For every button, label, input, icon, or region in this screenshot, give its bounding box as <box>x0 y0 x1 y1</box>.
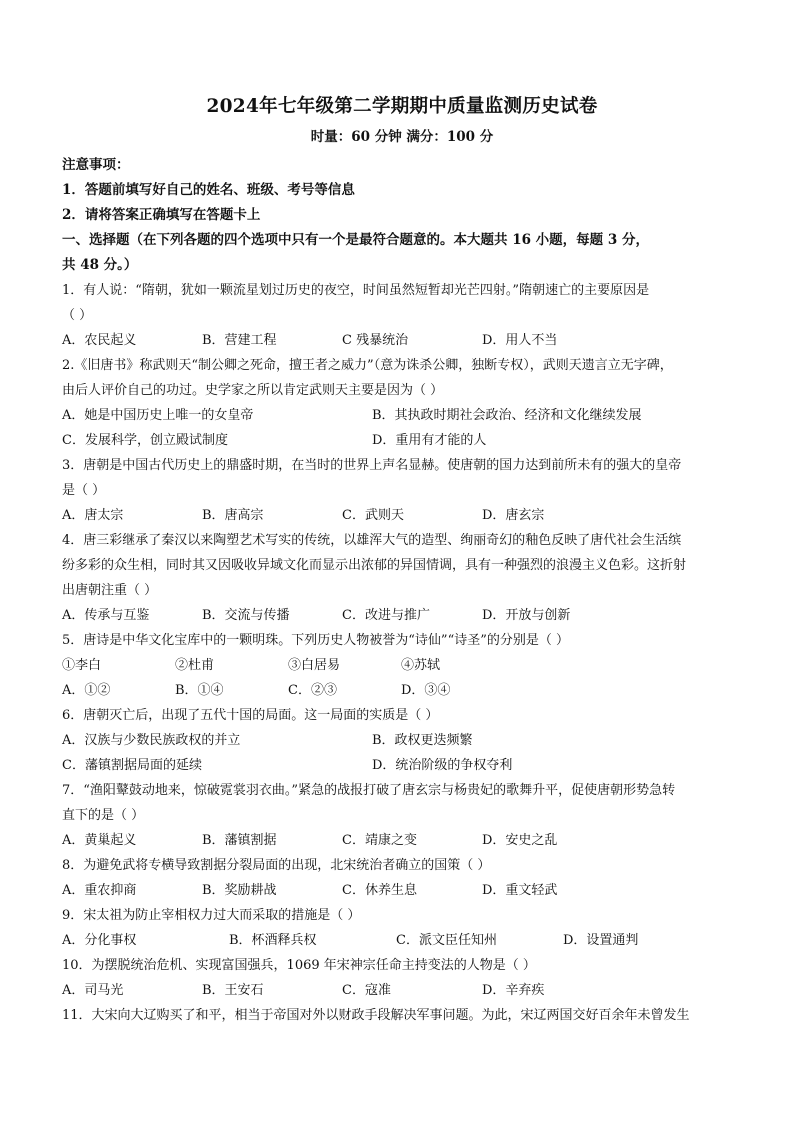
question-10 <box>62 953 742 1003</box>
question-text: 1．有人说：“隋朝，犹如一颗流星划过历史的夜空，时间虽然短暂却光芒四射。”隋朝速亡的主要原因是 <box>62 283 650 298</box>
options-row <box>62 403 742 428</box>
option-b: B．其执政时期社会政治、经济和文化继续发展 <box>372 408 642 423</box>
option-d: D．③④ <box>401 683 451 698</box>
question-4 <box>62 528 742 628</box>
section-heading: 一、选择题（在下列各题的四个选项中只有一个是最符合题意的。本大题共 16 小题，每题 3 分， <box>62 232 649 248</box>
options-row <box>62 328 742 353</box>
option-d: D．用人不当 <box>482 333 558 348</box>
question-text: 是（ ） <box>62 483 106 498</box>
option-a: A．传承与互鉴 <box>62 608 150 623</box>
question-text: 5．唐诗是中华文化宝库中的一颗明珠。下列历史人物被誉为“诗仙”“诗圣”的分别是（ ） <box>62 633 569 648</box>
options-row <box>62 828 742 853</box>
question-9 <box>62 903 742 953</box>
option-a: A．重农抑商 <box>62 883 137 898</box>
question-text: 纷多彩的众生相，同时其又因吸收异域文化而显示出浓郁的异国情调，具有一种强烈的浪漫主义色彩。这折射 <box>62 558 687 573</box>
options-row <box>62 503 742 528</box>
option-a: A．汉族与少数民族政权的并立 <box>62 733 241 748</box>
choice-3: ③白居易 <box>288 658 341 673</box>
question-11 <box>62 1003 742 1028</box>
question-text: 2.《旧唐书》称武则天“制公卿之死命，擅王者之威力”（意为诛杀公卿，独断专权），武则天遗言立无字碑， <box>62 358 673 373</box>
options-row <box>62 603 742 628</box>
question-text: （ ） <box>62 308 93 323</box>
question-text: 8．为避免武将专横导致割据分裂局面的出现，北宋统治者确立的国策（ ） <box>62 858 491 873</box>
option-a: A．她是中国历史上唯一的女皇帝 <box>62 408 254 423</box>
option-a: A．唐太宗 <box>62 508 124 523</box>
question-text: 9．宋太祖为防止宰相权力过大而采取的措施是（ ） <box>62 908 361 923</box>
question-text: 11．大宋向大辽购买了和平，相当于帝国对外以财政手段解决军事问题。为此，宋辽两国交好百余年未曾发生 <box>62 1008 690 1023</box>
question-7 <box>62 778 742 853</box>
option-a: A．①② <box>62 683 111 698</box>
question-1 <box>62 278 742 353</box>
options-row <box>62 928 742 953</box>
option-c: C．改进与推广 <box>342 608 430 623</box>
option-b: B．王安石 <box>202 983 264 998</box>
option-b: B．①④ <box>175 683 224 698</box>
option-d: D．唐玄宗 <box>482 508 545 523</box>
options-row <box>62 978 742 1003</box>
option-d: D．开放与创新 <box>482 608 571 623</box>
question-text: 3．唐朝是中国古代历史上的鼎盛时期，在当时的世界上声名显赫。使唐朝的国力达到前所未有的强大的皇帝 <box>62 458 682 473</box>
option-d: D．重用有才能的人 <box>372 433 487 448</box>
choice-1: ①李白 <box>62 658 102 673</box>
choice-2: ②杜甫 <box>175 658 215 673</box>
options-row <box>62 728 742 753</box>
option-c: C．寇准 <box>342 983 391 998</box>
option-d: D．重文轻武 <box>482 883 558 898</box>
option-c: C．藩镇割据局面的延续 <box>62 758 202 773</box>
option-b: B．政权更迭频繁 <box>372 733 473 748</box>
option-b: B．交流与传播 <box>202 608 290 623</box>
option-c: C．②③ <box>288 683 337 698</box>
question-text: 7．“渔阳鼙鼓动地来，惊破霓裳羽衣曲。”紧急的战报打破了唐玄宗与杨贵妃的歌舞升平，促使唐朝形势急转 <box>62 783 676 798</box>
section-heading-cont: 共 48 分。） <box>62 257 138 273</box>
question-5 <box>62 628 742 703</box>
options-row <box>62 428 742 453</box>
option-b: B．奖励耕战 <box>202 883 277 898</box>
question-text: 出唐朝注重（ ） <box>62 583 158 598</box>
option-c: C．武则天 <box>342 508 404 523</box>
question-text: 由后人评价自己的功过。史学家之所以肯定武则天主要是因为（ ） <box>62 383 444 398</box>
option-b: B．杯酒释兵权 <box>229 933 317 948</box>
option-c: C．靖康之变 <box>342 833 417 848</box>
question-6 <box>62 703 742 778</box>
exam-time-score: 时量：60 分钟 满分：100 分 <box>310 129 494 145</box>
choices-row <box>62 653 742 678</box>
options-row <box>62 753 742 778</box>
question-2 <box>62 353 742 453</box>
note-item: 1．答题前填写好自己的姓名、班级、考号等信息 <box>62 182 355 198</box>
option-d: D．设置通判 <box>563 933 639 948</box>
option-b: B．唐高宗 <box>202 508 264 523</box>
option-c: C 残暴统治 <box>342 333 409 348</box>
question-8 <box>62 853 742 903</box>
question-text: 10．为摆脱统治危机、实现富国强兵，1069 年宋神宗任命主持变法的人物是（ ） <box>62 958 536 973</box>
option-b: B．藩镇割据 <box>202 833 277 848</box>
question-3 <box>62 453 742 528</box>
option-d: D．安史之乱 <box>482 833 558 848</box>
notes-heading: 注意事项： <box>62 157 130 173</box>
option-d: D．统治阶级的争权夺利 <box>372 758 513 773</box>
option-a: A．黄巢起义 <box>62 833 137 848</box>
option-a: A．司马光 <box>62 983 124 998</box>
question-text: 直下的是（ ） <box>62 808 145 823</box>
option-b: B．营建工程 <box>202 333 277 348</box>
options-row <box>62 678 742 703</box>
choice-4: ④苏轼 <box>401 658 441 673</box>
options-row <box>62 878 742 903</box>
question-text: 4．唐三彩继承了秦汉以来陶塑艺术写实的传统，以雄浑大气的造型、绚丽奇幻的釉色反映了唐代社会生活缤 <box>62 533 682 548</box>
exam-page <box>62 92 742 1028</box>
exam-title: 2024年七年级第二学期期中质量监测历史试卷 <box>206 96 598 117</box>
option-c: C．发展科学，创立殿试制度 <box>62 433 228 448</box>
option-c: C．派文臣任知州 <box>396 933 497 948</box>
option-c: C．休养生息 <box>342 883 417 898</box>
option-a: A．分化事权 <box>62 933 137 948</box>
note-item: 2．请将答案正确填写在答题卡上 <box>62 207 261 223</box>
question-text: 6．唐朝灭亡后，出现了五代十国的局面。这一局面的实质是（ ） <box>62 708 439 723</box>
option-d: D．辛弃疾 <box>482 983 545 998</box>
option-a: A．农民起义 <box>62 333 137 348</box>
